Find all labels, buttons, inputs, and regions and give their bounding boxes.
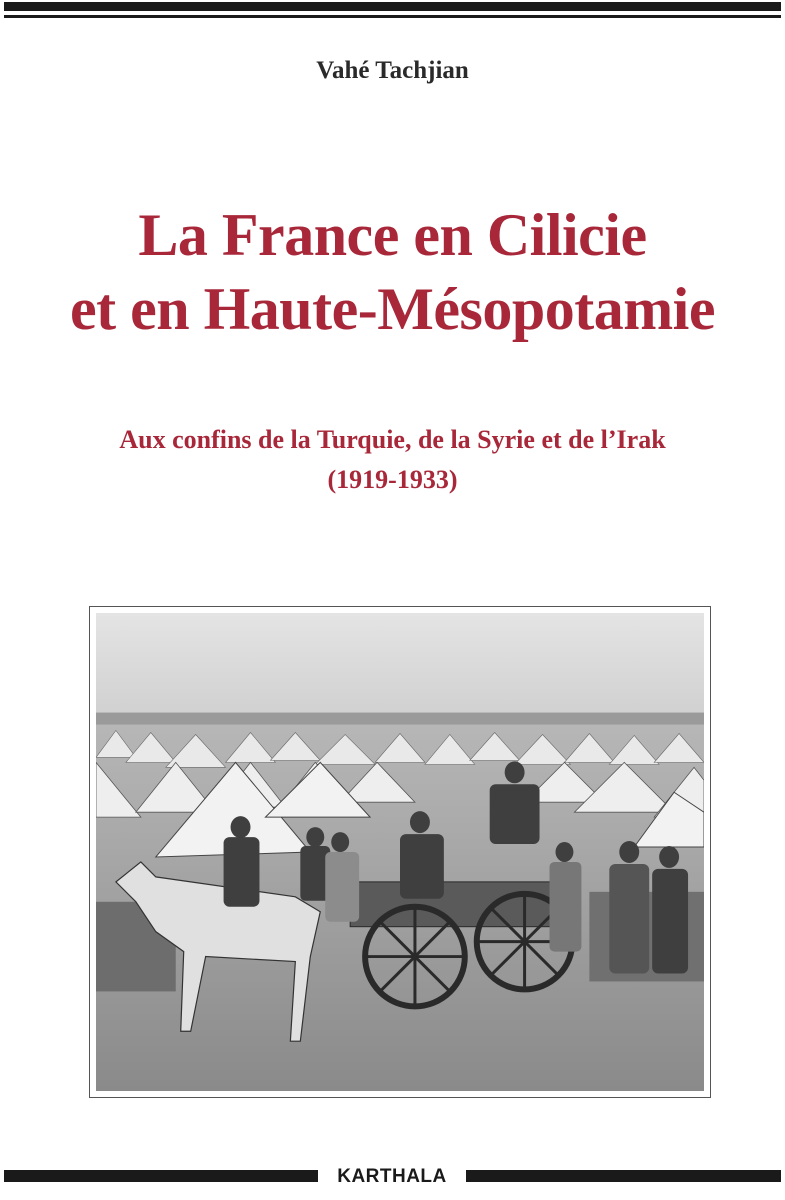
- cover-photo-camp-scene: [96, 613, 704, 1091]
- book-title: [0, 198, 785, 346]
- bottom-rule-left: [4, 1170, 318, 1182]
- book-subtitle: [0, 420, 785, 500]
- cover-photo-illustration: [96, 613, 704, 1091]
- book-subtitle-line-1: Aux confins de la Turquie, de la Syrie et de l’Irak: [119, 425, 666, 454]
- author-name: Vahé Tachjian: [316, 57, 469, 84]
- cover-photo-frame: [89, 606, 711, 1098]
- publisher-name: KARTHALA: [337, 1166, 447, 1187]
- book-subtitle-dates: (1919-1933): [327, 465, 458, 494]
- bottom-rule-right: [466, 1170, 781, 1182]
- book-title-line-1: La France en Cilicie: [138, 202, 647, 268]
- book-title-line-2: et en Haute-Mésopotamie: [70, 276, 715, 342]
- top-rule-thick: [4, 2, 781, 11]
- top-rule-thin: [4, 15, 781, 18]
